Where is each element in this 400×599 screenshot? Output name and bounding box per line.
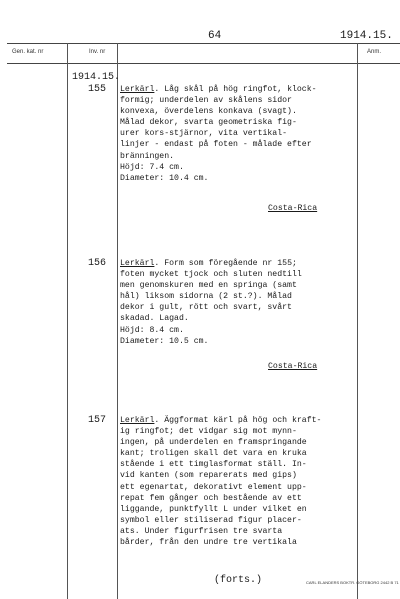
entry-line: foten mycket tjock och sluten nedtill	[120, 270, 302, 280]
entry-line: Målad dekor, svarta geometriska fig-	[120, 118, 297, 128]
catalog-entry	[120, 258, 356, 347]
entry-line: symbol eller stiliserad figur placer-	[120, 515, 302, 525]
series-label: 1914.15.	[72, 72, 121, 83]
inventory-number: 156	[88, 258, 107, 269]
entry-line: dekor i gult, rött och svart, svårt	[120, 303, 292, 313]
column-header-gen-kat-nr: Gen. kat. nr	[12, 49, 44, 55]
entry-line: vid kanten (som reparerats med gips)	[120, 471, 297, 481]
header-rule-top	[7, 43, 400, 44]
header-rule-bottom	[7, 63, 400, 64]
provenance-signature: Costa-Rica	[268, 362, 318, 371]
entry-line: ats. Under figurfrisen tre svarta	[120, 526, 283, 536]
column-divider	[67, 43, 68, 599]
entry-line: Höjd: 8.4 cm.	[120, 325, 184, 335]
entry-line: konvexa, överdelens konkava (svagt).	[120, 107, 297, 117]
entry-line: Höjd: 7.4 cm.	[120, 162, 184, 172]
entry-line: bårder, från den undre tre vertikala	[120, 538, 297, 548]
entry-line: skadad. Lagad.	[120, 314, 189, 324]
column-header-anm: Anm.	[367, 49, 382, 55]
entry-line: ig ringfot; det vidgar sig mot mynn-	[120, 427, 297, 437]
object-name: Lerkärl	[120, 416, 155, 425]
provenance-signature: Costa-Rica	[268, 204, 318, 213]
object-name: Lerkärl	[120, 85, 155, 94]
entry-line: bränningen.	[120, 151, 175, 161]
entry-line: Diameter: 10.4 cm.	[120, 173, 209, 183]
printer-imprint: CARL ELANDERS BOKTR. GÖTEBORG 2442 B 71	[306, 580, 399, 585]
series-number-header: 1914.15.	[340, 30, 393, 42]
inventory-number: 155	[88, 84, 107, 95]
entry-line: formig; underdelen av skålens sidor	[120, 96, 292, 106]
column-header-inv-nr: Inv. nr	[89, 49, 106, 55]
entry-line: Diameter: 10.5 cm.	[120, 336, 209, 346]
entry-line: linjer - endast på foten - målade efter	[120, 140, 312, 150]
entry-line: ett egenartat, dekorativt element upp-	[120, 482, 307, 492]
continuation-note: (forts.)	[214, 575, 263, 586]
entry-line: kant; troligen skall det vara en kruka	[120, 449, 307, 459]
entry-line: Lerkärl. Äggformat kärl på hög och kraft-	[120, 416, 322, 425]
entry-line: liggande, punktfyllt L under vilket en	[120, 504, 307, 514]
entry-line: ingen, på underdelen en framspringande	[120, 438, 307, 448]
inventory-number: 157	[88, 415, 107, 426]
column-divider	[117, 43, 118, 599]
catalog-entry	[120, 415, 356, 548]
entry-line: hål) liksom sidorna (2 st.?). Målad	[120, 292, 292, 302]
entry-line: stående i ett timglasformat ställ. In-	[120, 460, 307, 470]
entry-line: Lerkärl. Form som föregående nr 155;	[120, 259, 297, 268]
entry-line: repat fem gånger och bestående av ett	[120, 493, 302, 503]
entry-line: urer kors-stjärnor, vita vertikal-	[120, 129, 288, 139]
page-number: 64	[208, 30, 222, 42]
entry-line: men genomskuren med en springa (samt	[120, 281, 297, 291]
column-divider	[357, 43, 358, 599]
catalog-entry	[120, 84, 356, 184]
entry-line: Lerkärl. Låg skål på hög ringfot, klock-	[120, 85, 317, 94]
object-name: Lerkärl	[120, 259, 155, 268]
